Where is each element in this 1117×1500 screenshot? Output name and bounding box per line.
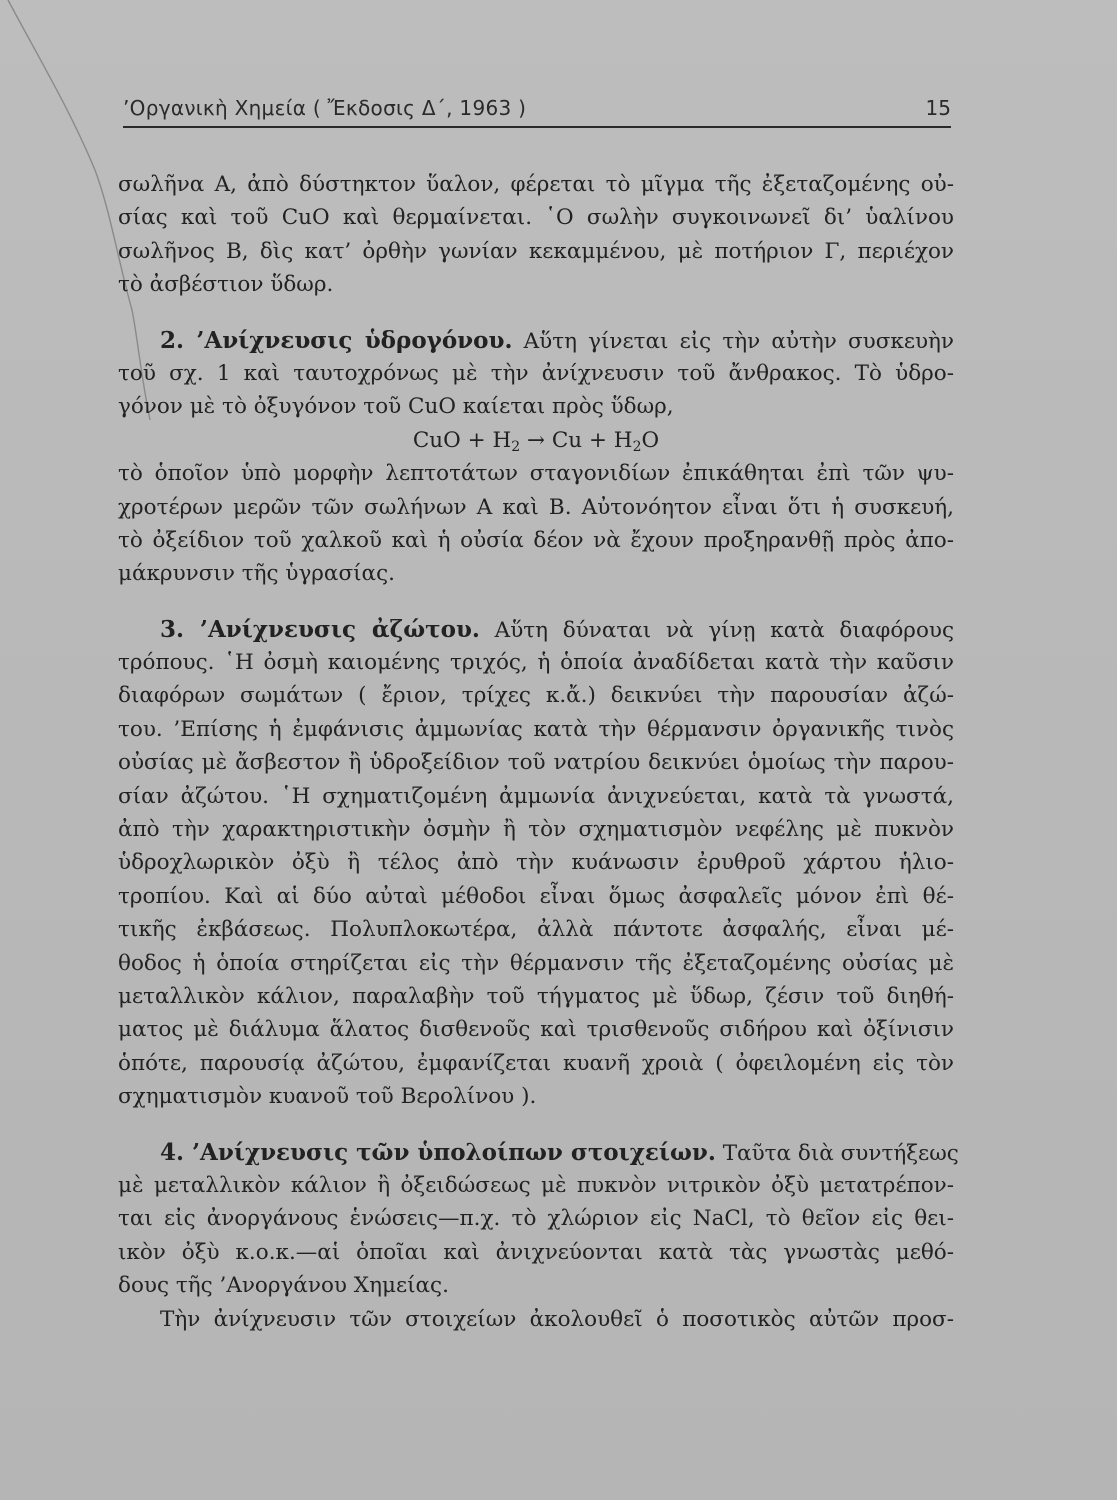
text-line: Τὴν ἀνίχνευσιν τῶν στοιχείων ἀκολουθεῖ ὁ ποσοτικὸς αὐτῶν προσ- — [160, 1306, 954, 1332]
running-title: ’Οργανικὴ Χημεία ( Ἔκδοσις Δ΄, 1963 ) — [123, 96, 527, 120]
page-number: 15 — [925, 96, 951, 120]
text-line: σωλῆνος Β, δὶς κατ’ ὀρθὴν γωνίαν κεκαμμένου, μὲ ποτήριον Γ, περιέχον — [118, 238, 954, 264]
text-line: δους τῆς ’Ανοργάνου Χημείας. — [118, 1273, 449, 1299]
text-line: τὸ ἀσβέστιον ὕδωρ. — [118, 272, 334, 298]
text-run: Ταῦτα διὰ συντήξεως — [722, 1140, 959, 1166]
text-line: ὁπότε, παρουσίᾳ ἀζώτου, ἐμφανίζεται κυανῆ χροιὰ ( ὀφειλομένη εἰς τὸν — [118, 1050, 954, 1076]
text-line: ἀπὸ τὴν χαρακτηριστικὴν ὀσμὴν ἢ τὸν σχηματισμὸν νεφέλης μὲ πυκνὸν — [118, 817, 954, 843]
section-nitrogen-detection — [118, 613, 954, 1114]
text-line: μὲ μεταλλικὸν κάλιον ἢ ὀξειδώσεως μὲ πυκνὸν νιτρικὸν ὀξὺ μετατρέπον- — [118, 1172, 954, 1198]
text-line: τὸ ὁποῖον ὑπὸ μορφὴν λεπτοτάτων σταγονιδίων ἐπικάθηται ἐπὶ τῶν ψυ- — [118, 461, 954, 487]
paragraph-gap — [118, 1114, 954, 1136]
text-line: του. ’Επίσης ἡ ἐμφάνισις ἀμμωνίας κατὰ τὴν θέρμανσιν ὀργανικῆς τινὸς — [118, 716, 954, 742]
section-first-line — [118, 1136, 959, 1169]
text-line: μεταλλικὸν κάλιον, παραλαβὴν τοῦ τήγματος μὲ ὕδωρ, ζέσιν τοῦ διηθή- — [118, 983, 954, 1009]
text-line: τροπίου. Καὶ αἱ δύο αὐταὶ μέθοδοι εἶναι ὅμως ἀσφαλεῖς μόνον ἐπὶ θέ- — [118, 883, 954, 909]
text-line: τοῦ σχ. 1 καὶ ταυτοχρόνως μὲ τὴν ἀνίχνευσιν τοῦ ἄνθρακος. Τὸ ὑδρο- — [118, 360, 954, 386]
section-hydrogen-detection — [118, 324, 954, 591]
section-heading: 2. ’Ανίχνευσις ὑδρογόνου. — [160, 326, 513, 354]
body-text — [118, 168, 959, 1336]
section-first-line — [118, 324, 954, 357]
paragraph-gap — [118, 302, 954, 324]
running-header — [123, 92, 951, 128]
paragraph-gap — [118, 591, 954, 613]
section-other-elements-detection — [118, 1136, 959, 1303]
text-line: σίαν ἀζώτου. ῾Η σχηματιζομένη ἀμμωνία ἀνιχνεύεται, κατὰ τὰ γνωστά, — [118, 783, 954, 809]
text-line: διαφόρων σωμάτων ( ἔριον, τρίχες κ.ἄ.) δεικνύει τὴν παρουσίαν ἀζώ- — [118, 683, 954, 709]
closing-paragraph — [118, 1303, 954, 1336]
text-line: σωλῆνα Α, ἀπὸ δύστηκτον ὕαλον, φέρεται τὸ μῖγμα τῆς ἐξεταζομένης οὐ- — [118, 172, 954, 197]
text-line: σίας καὶ τοῦ CuO καὶ θερμαίνεται. ῾Ο σωλὴν συγκοινωνεῖ δι’ ὑαλίνου — [118, 205, 954, 231]
continuation-paragraph — [118, 168, 954, 302]
text-run: Αὕτη δύναται νὰ γίνῃ κατὰ διαφόρους — [494, 617, 954, 643]
text-line: τὸ ὀξείδιον τοῦ χαλκοῦ καὶ ἡ οὐσία δέον νὰ ἔχουν προξηρανθῇ πρὸς ἀπο- — [118, 527, 954, 553]
text-line: θοδος ἡ ὁποία στηρίζεται εἰς τὴν θέρμανσιν τῆς ἐξεταζομένης οὐσίας μὲ — [118, 950, 954, 976]
text-line: σχηματισμὸν κυανοῦ τοῦ Βερολίνου ). — [118, 1084, 537, 1110]
text-run: Αὕτη γίνεται εἰς τὴν αὐτὴν συσκευὴν — [523, 328, 954, 354]
text-line: τικῆς ἐκβάσεως. Πολυπλοκωτέρα, ἀλλὰ πάντοτε ἀσφαλής, εἶναι μέ- — [118, 917, 954, 943]
text-line: ματος μὲ διάλυμα ἅλατος δισθενοῦς καὶ τρισθενοῦς σιδήρου καὶ ὀξίνισιν — [118, 1017, 954, 1043]
text-line: χροτέρων μερῶν τῶν σωλήνων Α καὶ Β. Αὐτονόητον εἶναι ὅτι ἡ συσκευή, — [118, 494, 954, 520]
text-line: μάκρυνσιν τῆς ὑγρασίας. — [118, 561, 395, 587]
text-line: τρόπους. ῾Η ὀσμὴ καιομένης τριχός, ἡ ὁποία ἀναδίδεται κατὰ τὴν καῦσιν — [118, 650, 954, 676]
text-line: γόνον μὲ τὸ ὀξυγόνον τοῦ CuO καίεται πρὸς ὕδωρ, — [118, 394, 674, 420]
section-first-line — [118, 613, 954, 646]
text-line: ὑδροχλωρικὸν ὀξὺ ἢ τέλος ἀπὸ τὴν κυάνωσιν ἐρυθροῦ χάρτου ἡλιο- — [118, 850, 954, 876]
section-heading: 3. ’Ανίχνευσις ἀζώτου. — [160, 615, 480, 643]
text-line: οὐσίας μὲ ἄσβεστον ἢ ὑδροξείδιον τοῦ νατρίου δεικνύει ὁμοίως τὴν παρου- — [118, 750, 954, 776]
text-line: ικὸν ὀξὺ κ.ο.κ.—αἱ ὁποῖαι καὶ ἀνιχνεύονται κατὰ τὰς γνωστὰς μεθό- — [118, 1239, 954, 1265]
text-line: ται εἰς ἀνοργάνους ἑνώσεις—π.χ. τὸ χλώριον εἰς NaCl, τὸ θεῖον εἰς θει- — [118, 1206, 954, 1232]
section-heading: 4. ’Ανίχνευσις τῶν ὑπολοίπων στοιχείων. — [160, 1138, 716, 1166]
chemical-equation: CuO + $H_2 \to Cu + H_2O$ — [412, 427, 660, 455]
